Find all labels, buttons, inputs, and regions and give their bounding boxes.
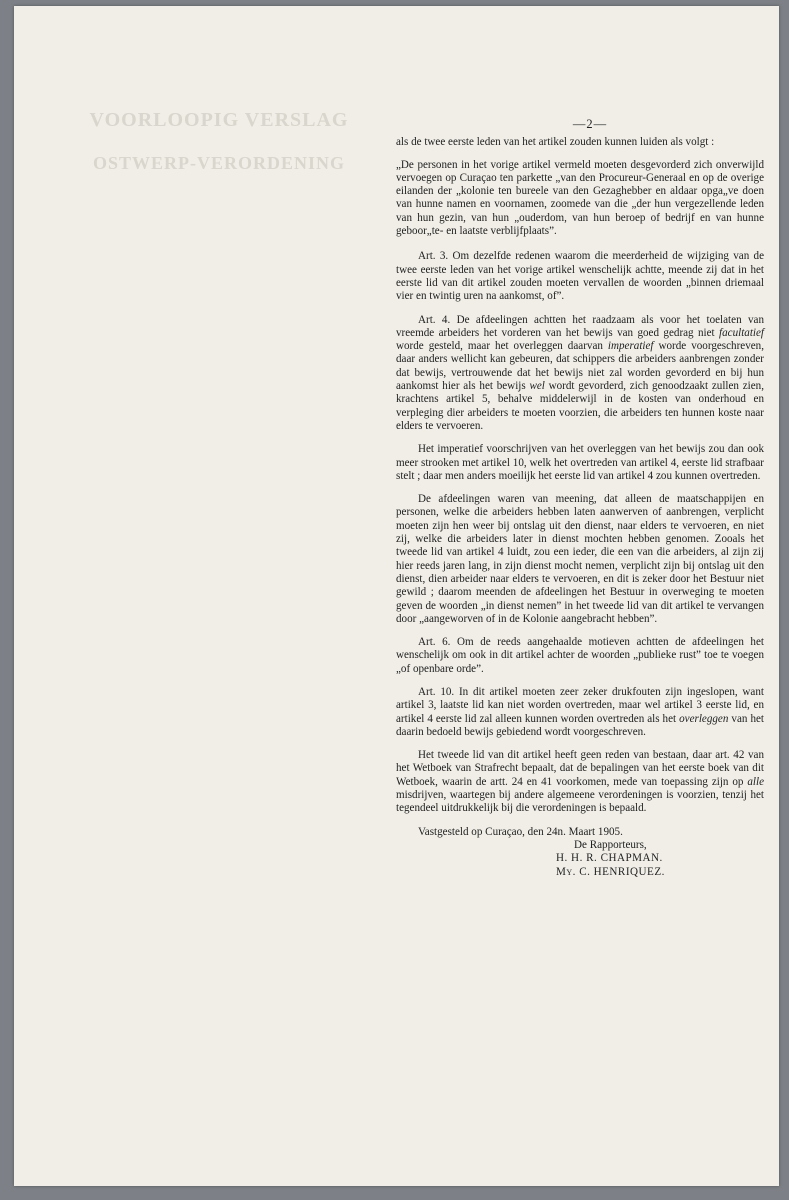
art-10-label: Art. 10. [418,685,455,698]
art-10-text-1: In dit artikel moeten zeer zeker drukfouten zijn ingeslopen, want artikel 3, laatste lid kan niet worden overtreden, maar wel artikel 3 eerste lid, en artikel 4 eerste lid zal alleen kunnen worden overtreden als het [396,685,764,725]
art-4-text-1: De afdeelingen achtten het raadzaam als voor het toelaten van vreemde arbeiders het vorderen van het bewijs van goed gedrag niet [396,313,764,339]
text-column [396,118,764,879]
art-4-paragraph [396,314,764,434]
bleed-through-subtitle: OSTWERP-VERORDENING [92,153,346,173]
bleed-through-title: VOORLOOPIG VERSLAG [89,109,349,131]
art-10-text-2: van het daarin bedoeld bewijs gebiedend wordt voorgeschreven. [396,712,764,738]
signatory-henriquez: My. C. HENRIQUEZ. [556,865,665,878]
art-4-text-3: worde voorgeschreven, daar anders wellicht kan gebeuren, dat schippers die arbeiders aanbrengen zonder dat bewijs, vertrouwende dat het bewijs niet zal worden gevorderd en bij hun aankomst hier als het bewijs [396,340,764,393]
art-6-paragraph [396,636,764,676]
signatory-chapman: H. H. R. CHAPMAN. [556,852,663,865]
intro-paragraph: als de twee eerste leden van het artikel zouden kunnen luiden als volgt : [396,136,715,149]
art-4-label: Art. 4. [418,313,451,326]
document-page [14,6,779,1186]
art-3-label: Art. 3. [418,250,449,263]
bleed-through-text [54,106,384,1106]
art-10-paragraph [396,686,764,739]
art-4-em-2: imperatief [607,340,654,353]
art-3-text: Om dezelfde redenen waarom die meerderheid de wijziging van de twee eerste leden van het vorige artikel wenschelijk achtte, meende zij dat in het eerste lid van dit artikel zouden moeten vervallen de woorden „binnen driemaal vier en twintig uren na aankomst, of”. [396,250,765,303]
imperatief-paragraph: Het imperatief voorschrijven van het overleggen van het bewijs zou dan ook meer strooken met artikel 10, welk het overtreden van artikel 4, eerste lid strafbaar stelt ; daar men anders moeilijk het eerste lid van artikel 4 zou kunnen overtreden. [396,443,764,482]
closing-date: Vastgesteld op Curaçao, den 24n. Maart 1905. [418,825,623,838]
tweede-lid-paragraph [396,749,764,815]
art-10-em-1: overleggen [679,712,729,725]
art-4-text-4: wordt gevorderd, zich genoodzaakt zullen zien, krachtens artikel 5, behalve middelerwijl in de kosten van onderhoud en verpleging dier arbeiders te moeten voorzien, die arbeiders ten hunnen koste naar elders te vervoeren. [396,380,764,432]
art-3-paragraph [396,250,764,303]
quoted-article: „De personen in het vorige artikel vermeld moeten desgevorderd zich onverwijld vervoegen op Curaçao ten parkette „van den Procureur-Generaal en op de overige eilanden der „kolonie ten bureele van den Gezaghebber en aldaar opga„ve doen van hunne namen en voornamen, zoomede van die „der hun vergezellende leden van hun gezin, van hun „ouderdom, van hun beroep of bedrijf en van hunne geboor„te- en laatste verblijfplaats”. [396,158,764,238]
art-4-em-3: wel [529,380,545,393]
art-4-text-2: worde gesteld, maar het overleggen daarvan [396,340,608,353]
afdeelingen-paragraph: De afdeelingen waren van meening, dat alleen de maatschappijen en personen, welke die arbeiders hebben laten aanwerven of aanbrengen, verplicht moeten zijn hen weer bij ontslag uit den dienst, naar elders te vervoeren, en niet zij, welke die arbeiders later in dienst mochten hebben genomen. Zooals het tweede lid van artikel 4 luidt, zou een ieder, die een van die arbeiders, al zijn zij hier reeds jaren lang, in zijn dienst mocht nemen, verplicht zijn bij ontslag uit den dienst, dien arbeider naar elders te vervoeren, en dit is zeker door het Bestuur niet gewild ; daarom meenden de afdeelingen het Bestuur in overweging te moeten geven de woorden „in dienst nemen” in het tweede lid van dit artikel te vervangen door „aangeworven of in de Kolonie aangebracht hebben”. [396,493,764,625]
tweede-lid-text-1: Het tweede lid van dit artikel heeft geen reden van bestaan, daar art. 42 van het Wetboek van Strafrecht bepaalt, dat de bepalingen van het eerste boek van dit Wetboek, waarin de artt. 24 en 41 voorkomen, mede van toepassing zijn op [396,749,764,788]
tweede-lid-em: alle [747,775,764,788]
art-6-text: Om de reeds aangehaalde motieven achtten de afdeelingen het wenschelijk om ook in dit artikel achter de woorden „publieke rust” toe te voegen „of openbare orde”. [396,636,764,675]
tweede-lid-text-2: misdrijven, waartegen bij andere algemeene verordeningen is voorzien, tenzij het tegendeel uitdrukkelijk bij die verordeningen is bepaald. [396,789,764,815]
page-number: —2— [572,117,608,131]
rapporteurs-label: De Rapporteurs, [574,838,647,851]
art-6-label: Art. 6. [418,636,451,649]
art-4-em-1: facultatief [719,326,764,339]
